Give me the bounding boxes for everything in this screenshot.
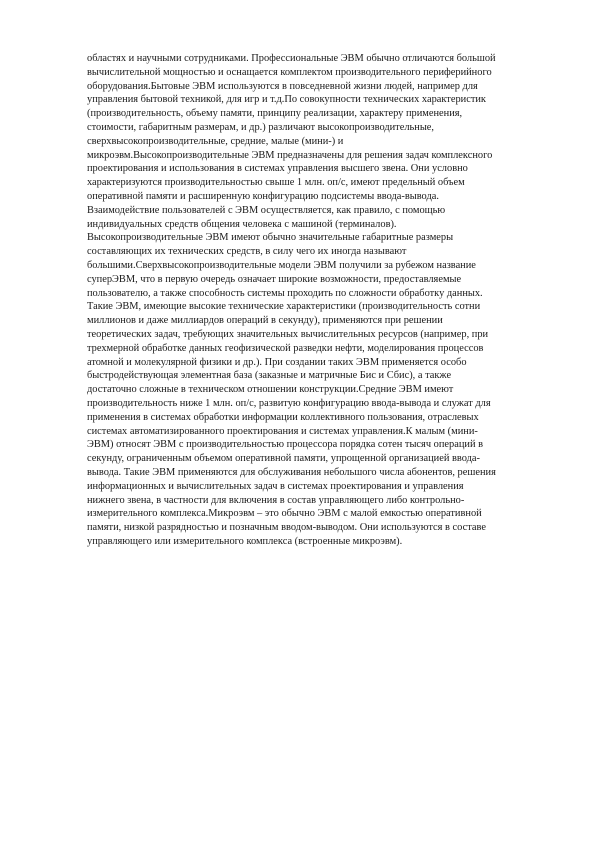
text-line: пользователю, а также способность системы проходить по сложности обработку данных. — [87, 287, 483, 299]
text-line: (производительность, объему памяти, принципу реализации, характеру применения, — [87, 108, 463, 120]
text-line: оперативной памяти и расширенную конфигурацию подсистемы ввода-вывода. — [87, 190, 439, 202]
text-line: суперЭВМ, что в первую очередь означает широкие возможности, предоставляемые — [87, 273, 462, 285]
text-line: производительность ниже 1 млн. оп/с, развитую конфигурацию ввода-вывода и служат для — [87, 397, 491, 409]
text-line: трехмерной обработке данных геофизической разведки нефти, моделирования процессов — [87, 342, 484, 354]
text-line: большими.Сверхвысокопроизводительные модели ЭВМ получили за рубежом название — [87, 259, 476, 271]
text-line: измерительного комплекса.Микроэвм – это обычно ЭВМ с малой емкостью оперативной — [87, 508, 482, 520]
text-line: проектирования и использования в системах управления высшего звена. Они условно — [87, 163, 468, 175]
text-line: стоимости, габаритным размерам, и др.) различают высокопроизводительные, — [87, 121, 435, 133]
text-line: Высокопроизводительные ЭВМ имеют обычно значительные габаритные размеры — [87, 232, 454, 244]
text-line: быстродействующая элементная база (заказные и матричные Бис и Сбис), а также — [87, 370, 452, 382]
text-line: информационных и вычислительных задач в системах проектирования и управления — [87, 480, 464, 492]
text-line: применения в системах обработки информации коллективного пользования, отраслевых — [87, 411, 479, 423]
text-line: ЭВМ) относят ЭВМ с производительностью процессора порядка сотен тысяч операций в — [87, 439, 484, 451]
text-line: оборудования.Бытовые ЭВМ используются в повседневной жизни людей, например для — [87, 80, 478, 92]
text-line: нижнего звена, в частности для включения в состав управляющего либо контрольно- — [87, 494, 465, 506]
text-line: миллионов и даже миллиардов операций в секунду), применяются при решении — [87, 315, 443, 327]
text-line: теоретических задач, требующих значительных вычислительных ресурсов (например, при — [87, 328, 489, 340]
text-line: микроэвм.Высокопроизводительные ЭВМ предназначены для решения задач комплексного — [87, 149, 493, 161]
text-line: вывода. Такие ЭВМ применяются для обслуживания небольшого числа абонентов, решения — [87, 466, 496, 478]
text-line: Взаимодействие пользователей с ЭВМ осуществляется, как правило, с помощью — [87, 204, 446, 216]
text-line: системах автоматизированного проектирования и системах управления.К малым (мини- — [87, 425, 478, 437]
body-text — [87, 52, 553, 549]
text-line: управления бытовой техникой, для игр и т.д.По совокупности технических характеристик — [87, 94, 486, 106]
text-line: памяти, низкой разрядностью и позначным вводом-выводом. Они используются в составе — [87, 522, 486, 534]
text-line: характеризуются производительностью свыше 1 млн. оп/с, имеют предельный объем — [87, 177, 465, 189]
text-line: вычислительной мощностью и оснащается комплектом производительного периферийного — [87, 66, 492, 78]
text-line: атомной и молекулярной физики и др.). При создании таких ЭВМ применяется особо — [87, 356, 467, 368]
text-line: достаточно сложные в техническом отношении конструкции.Средние ЭВМ имеют — [87, 384, 454, 396]
text-line: Такие ЭВМ, имеющие высокие технические характеристики (производительность сотни — [87, 301, 481, 313]
text-line: секунду, ограниченным объемом оперативной памяти, упрощенной организацией ввода- — [87, 453, 480, 465]
text-line: индивидуальных средств общения человека с машиной (терминалов). — [87, 218, 397, 230]
text-line: сверхвысокопроизводительные, средние, малые (мини-) и — [87, 135, 344, 147]
text-line: составляющих их технических средств, в силу чего их иногда называют — [87, 246, 407, 258]
text-line: областях и научными сотрудниками. Профессиональные ЭВМ обычно отличаются большой — [87, 53, 496, 64]
text-line: управляющего или измерительного комплекса (встроенные микроэвм). — [87, 535, 403, 547]
